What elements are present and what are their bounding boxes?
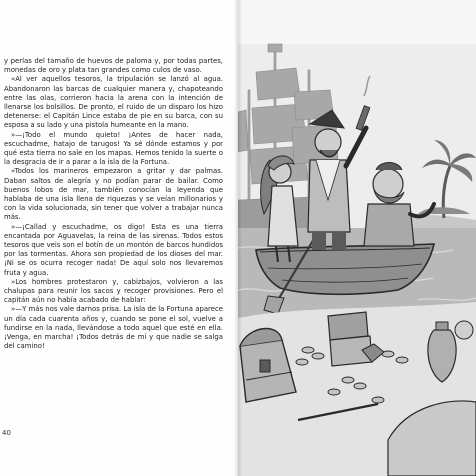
paragraph: y perlas del tamaño de huevos de paloma y, por todas partes, monedas de oro y plata tan grandes como culos de vaso. [4, 57, 223, 75]
pirate-crew-treasure-illustration-icon [238, 0, 476, 476]
paragraph: »Todos los marineros empezaron a gritar y dar palmas. Daban saltos de alegría y no podían parar de bailar. Como buenos lobos de mar, también conocían la leyenda que hablaba de una isla llena de riquezas y se veían millonarios y con la vida solucionada, sin tener que volver a trabajar nunca más. [4, 167, 223, 222]
paragraph: »—¡Callad y escuchadme, os digo! Esta es una tierra encantada por Aguavelas, la reina de las sirenas. Todos estos tesoros que veis son el botín de un montón de barcos hundidos por las tormentas. Ahora son propiedad de los dioses del mar. ¡Ni se os ocurra recoger nada! De aquí solo nos llevaremos fruta y agua. [4, 222, 223, 277]
paragraph: »—Y más nos vale darnos prisa. La isla de la Fortuna aparece un día cada cuarenta años y, cuando se pone el sol, vuelve a fundirse en la nada, llevándose a todo aquel que esté en ella. ¡Venga, en marcha! ¡Todos detrás de mí y que nadie se salga del camino! [4, 305, 223, 351]
open-chest-icon [328, 312, 372, 366]
paragraph: »—¡Todo el mundo quieto! ¡Antes de hacer nada, escuchadme, hatajo de tarugos! Ya sé dónde estamos y por qué esta tierra no sale en los mapas. Hemos tenido la suerte o la desgracia de ir a parar a la isla de la Fortuna. [4, 130, 223, 167]
paragraph: «Al ver aquellos tesoros, la tripulación se lanzó al agua. Abandonaron las barcas de cualquier manera y, chapoteando entre las olas, corrieron hacia la arena con la intención de llenarse los bolsillos. De pronto, el ruido de un disparo los hizo detenerse: el Capitán Lince estaba de pie en su barca, con su esposa a su lado y una pistola humeante en la mano. [4, 75, 223, 130]
page-number: 40 [2, 429, 11, 437]
paragraph: »Los hombres protestaron y, cabizbajos, volvieron a las chalupas para reunir los sacos y recoger provisiones. Pero el capitán aún no había acabado de hablar: [4, 277, 223, 305]
book-gutter [234, 0, 242, 476]
right-page [238, 0, 476, 476]
story-text [4, 57, 223, 387]
